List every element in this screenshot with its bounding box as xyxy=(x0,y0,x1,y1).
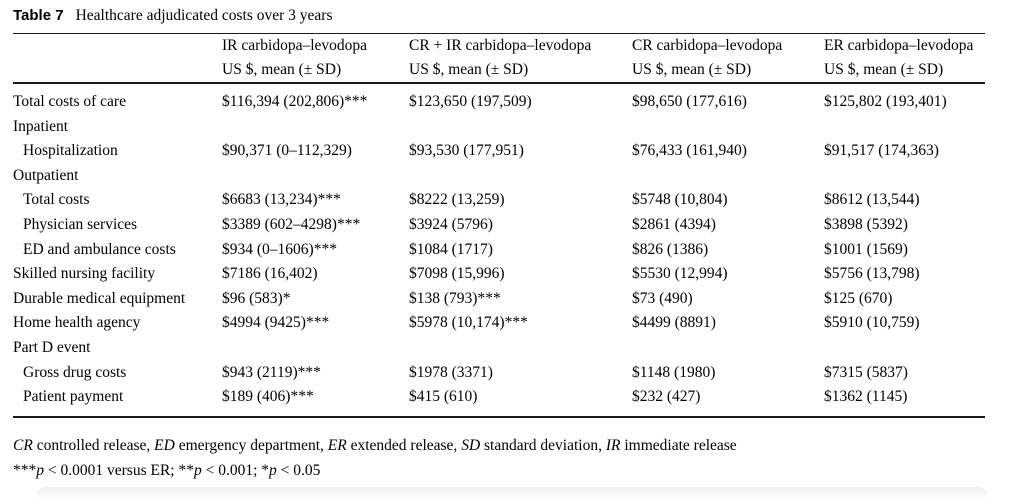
cell xyxy=(222,164,409,189)
significance-note: ***p < 0.0001 versus ER; **p < 0.001; *p < 0.05 xyxy=(13,461,321,479)
cell xyxy=(824,164,985,189)
cell xyxy=(409,336,632,361)
cell xyxy=(824,115,985,140)
cell: $2861 (4394) xyxy=(632,215,716,233)
cell xyxy=(222,336,409,361)
section-label: Outpatient xyxy=(13,166,79,184)
table-header xyxy=(13,34,985,84)
row-label: Durable medical equipment xyxy=(13,289,186,307)
table-body xyxy=(13,83,985,417)
cell: $943 (2119)*** xyxy=(222,363,321,381)
row-label: Gross drug costs xyxy=(23,363,127,381)
cell: $125,802 (193,401) xyxy=(824,93,947,110)
table-row xyxy=(13,262,985,287)
header-col-ir-unit: US $, mean (± SD) xyxy=(222,61,342,78)
cell xyxy=(632,115,824,140)
cell: $73 (490) xyxy=(632,289,693,307)
cell: $8222 (13,259) xyxy=(409,191,505,209)
table-row xyxy=(13,311,985,336)
cell: $7098 (15,996) xyxy=(409,265,505,283)
header-col-er-name: ER carbidopa–levodopa xyxy=(824,37,974,54)
header-col-cr-ir xyxy=(409,34,632,84)
cell: $91,517 (174,363) xyxy=(824,142,939,160)
header-row xyxy=(13,34,985,84)
table-row xyxy=(13,361,985,386)
cell: $6683 (13,234)*** xyxy=(222,191,341,209)
cell: $1001 (1569) xyxy=(824,240,908,258)
cell: $138 (793)*** xyxy=(409,289,501,307)
cell: $5756 (13,798) xyxy=(824,265,920,283)
row-label: Total costs xyxy=(23,191,90,209)
table-row xyxy=(13,287,985,312)
header-empty-cell xyxy=(13,34,222,84)
cell: $934 (0–1606)*** xyxy=(222,240,337,258)
cell: $90,371 (0–112,329) xyxy=(222,142,352,160)
cell: $116,394 (202,806)*** xyxy=(222,93,368,110)
partial-card-top-edge xyxy=(36,487,988,497)
header-col-cr-ir-unit: US $, mean (± SD) xyxy=(409,61,529,78)
table-footnotes xyxy=(13,434,737,483)
cell xyxy=(632,336,824,361)
table-row xyxy=(13,139,985,164)
cell: $189 (406)*** xyxy=(222,388,314,406)
header-col-er xyxy=(824,34,985,84)
cell: $3389 (602–4298)*** xyxy=(222,215,361,233)
cell: $123,650 (197,509) xyxy=(409,93,532,110)
cell: $826 (1386) xyxy=(632,240,709,258)
cell: $3924 (5796) xyxy=(409,215,493,233)
header-col-cr-unit: US $, mean (± SD) xyxy=(632,61,752,78)
cell: $4499 (8891) xyxy=(632,314,716,332)
section-label: Inpatient xyxy=(13,117,69,135)
row-label: Total costs of care xyxy=(13,93,126,110)
header-col-cr-name: CR carbidopa–levodopa xyxy=(632,37,783,54)
row-label: Hospitalization xyxy=(23,142,118,160)
cell: $1148 (1980) xyxy=(632,363,716,381)
table-section-row xyxy=(13,336,985,361)
cell: $1978 (3371) xyxy=(409,363,493,381)
header-col-er-unit: US $, mean (± SD) xyxy=(824,61,944,78)
row-label: Patient payment xyxy=(23,388,124,406)
table-section-row xyxy=(13,164,985,189)
cell: $4994 (9425)*** xyxy=(222,314,330,332)
cell: $5530 (12,994) xyxy=(632,265,728,283)
cell: $93,530 (177,951) xyxy=(409,142,524,160)
section-label: Part D event xyxy=(13,338,91,356)
cell: $5978 (10,174)*** xyxy=(409,314,528,332)
header-col-cr xyxy=(632,34,824,84)
cell: $98,650 (177,616) xyxy=(632,93,747,110)
abbreviation-note: CR controlled release, ED emergency department, ER extended release, SD standard deviation, IR immediate release xyxy=(13,437,737,454)
cell xyxy=(409,164,632,189)
cell: $96 (583)* xyxy=(222,289,291,307)
table-caption xyxy=(13,5,333,27)
table-row xyxy=(13,238,985,263)
cell: $7186 (16,402) xyxy=(222,265,318,283)
table-section-row xyxy=(13,115,985,140)
table-row xyxy=(13,213,985,238)
cell: $1362 (1145) xyxy=(824,388,908,406)
row-label: Skilled nursing facility xyxy=(13,265,156,283)
table-row xyxy=(13,385,985,417)
row-label: Home health agency xyxy=(13,314,141,332)
cell: $415 (610) xyxy=(409,388,478,406)
cell xyxy=(409,115,632,140)
cell: $5748 (10,804) xyxy=(632,191,728,209)
table-row xyxy=(13,83,985,115)
cell: $8612 (13,544) xyxy=(824,191,920,209)
cell: $7315 (5837) xyxy=(824,363,908,381)
table-row xyxy=(13,188,985,213)
costs-table xyxy=(13,33,985,418)
header-col-cr-ir-name: CR + IR carbidopa–levodopa xyxy=(409,37,592,54)
header-col-ir-name: IR carbidopa–levodopa xyxy=(222,37,368,54)
table-label: Table 7 xyxy=(13,7,64,24)
table-caption-text: Healthcare adjudicated costs over 3 years xyxy=(75,7,333,24)
row-label: Physician services xyxy=(23,215,138,233)
cell: $1084 (1717) xyxy=(409,240,493,258)
cell: $3898 (5392) xyxy=(824,215,908,233)
row-label: ED and ambulance costs xyxy=(23,240,176,258)
cell xyxy=(632,164,824,189)
header-col-ir xyxy=(222,34,409,84)
cell: $232 (427) xyxy=(632,388,701,406)
cell xyxy=(222,115,409,140)
cell: $76,433 (161,940) xyxy=(632,142,747,160)
cell: $5910 (10,759) xyxy=(824,314,920,332)
cell xyxy=(824,336,985,361)
cell: $125 (670) xyxy=(824,289,893,307)
